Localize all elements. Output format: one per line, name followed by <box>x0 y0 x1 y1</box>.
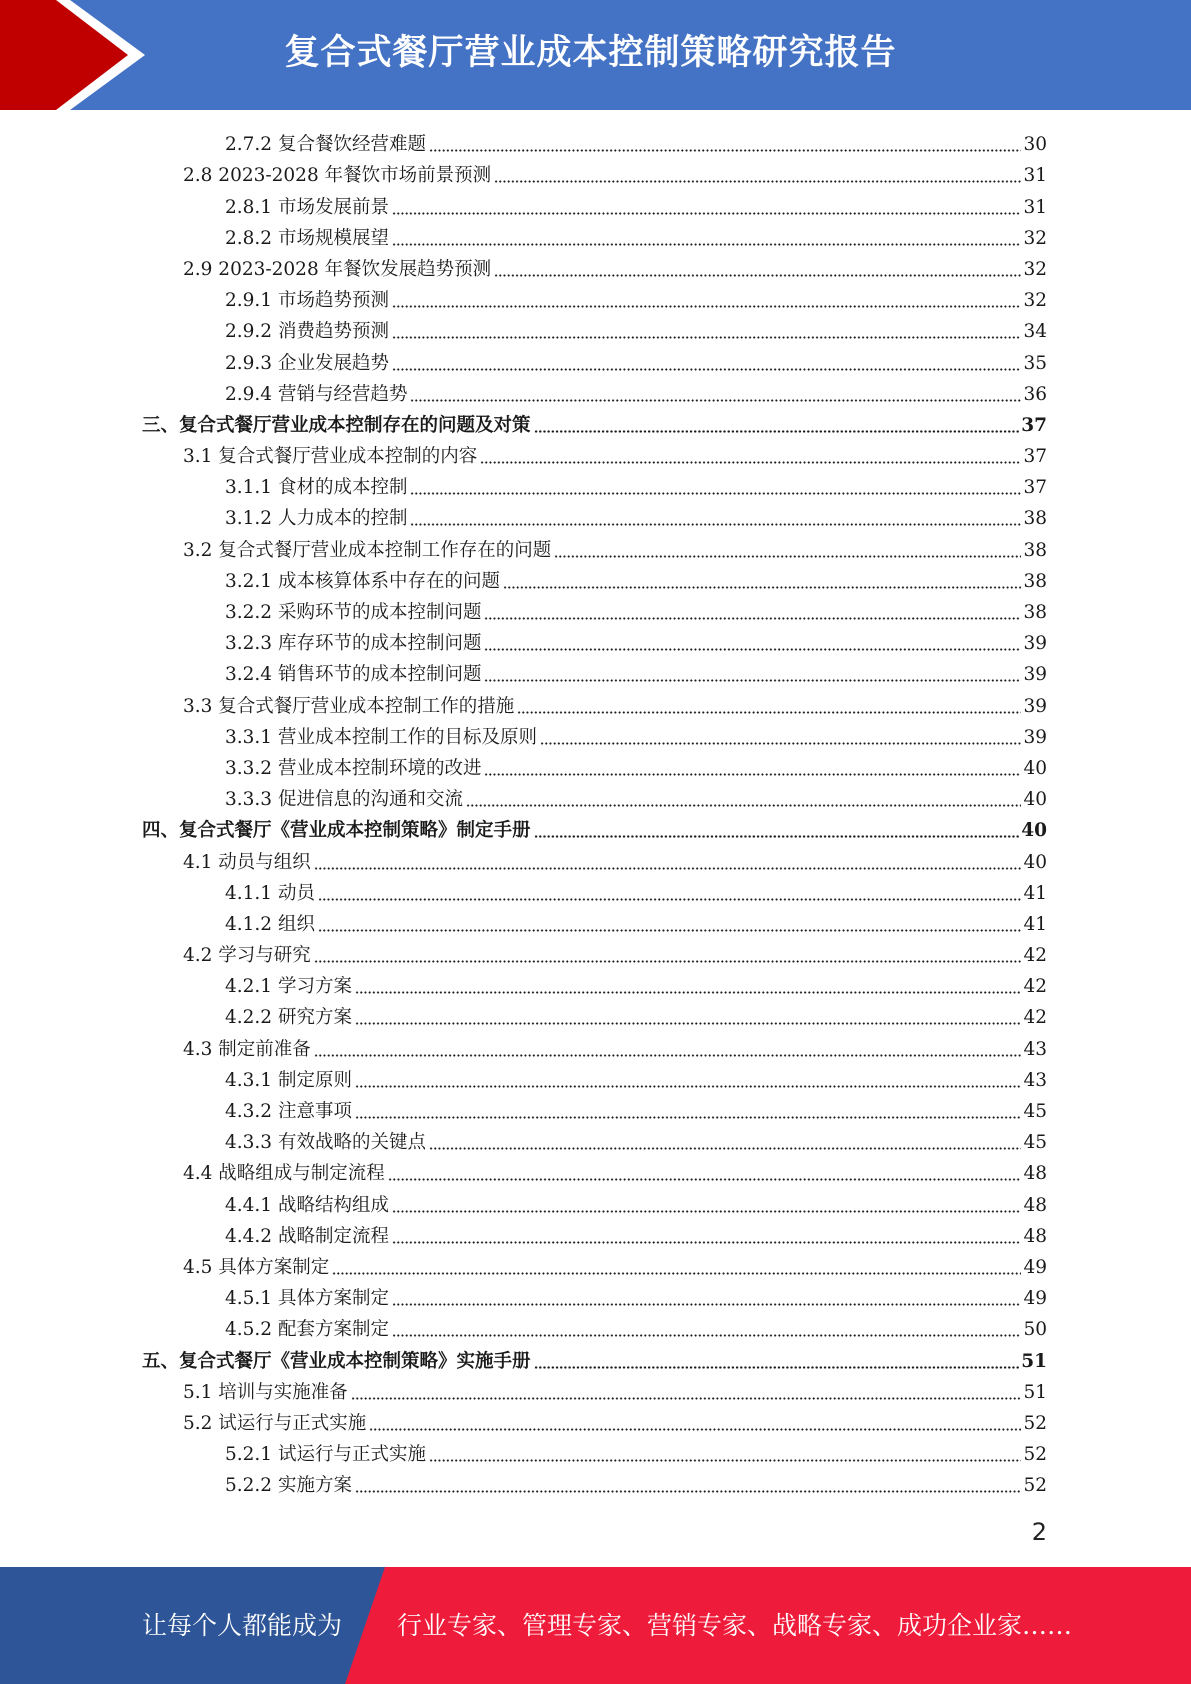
toc-entry[interactable] <box>0 471 1191 502</box>
dot-leader <box>314 960 1022 963</box>
toc-entry-page: 40 <box>1023 757 1047 779</box>
dot-leader <box>314 867 1022 870</box>
toc-entry[interactable] <box>0 845 1191 876</box>
dot-leader <box>466 804 1021 807</box>
toc-entry-page: 40 <box>1023 851 1047 873</box>
toc-entry-page: 51 <box>1021 1350 1047 1372</box>
dot-leader <box>355 1490 1022 1493</box>
toc-entry-page: 38 <box>1023 539 1047 561</box>
toc-entry-page: 39 <box>1023 633 1047 655</box>
toc-entry[interactable] <box>0 1376 1191 1407</box>
toc-entry-label: 4.3.3 有效战略的关键点 <box>225 1132 426 1154</box>
toc-entry-label: 4.5.2 配套方案制定 <box>225 1319 389 1341</box>
toc-entry-page: 37 <box>1023 477 1047 499</box>
toc-entry[interactable] <box>0 908 1191 939</box>
toc-entry-page: 38 <box>1023 508 1047 530</box>
dot-leader <box>554 555 1021 558</box>
toc-entry-label: 4.2.2 研究方案 <box>225 1007 352 1029</box>
toc-entry-label: 3.2.2 采购环节的成本控制问题 <box>225 602 482 623</box>
dot-leader <box>392 1303 1021 1306</box>
toc-entry[interactable] <box>0 565 1191 596</box>
toc-entry-label: 4.3.2 注意事项 <box>225 1101 352 1122</box>
toc-entry-label: 四、复合式餐厅《营业成本控制策略》制定手册 <box>142 820 531 842</box>
toc-entry-page: 32 <box>1023 290 1047 312</box>
dot-leader <box>410 492 1021 495</box>
toc-entry[interactable] <box>0 1064 1191 1095</box>
toc-entry[interactable] <box>0 1251 1191 1282</box>
toc-entry[interactable] <box>0 596 1191 627</box>
toc-entry-page: 32 <box>1023 227 1047 249</box>
toc-entry-label: 3.2.3 库存环节的成本控制问题 <box>225 633 482 655</box>
toc-entry-page: 49 <box>1023 1288 1047 1310</box>
toc-entry-label: 3.3.3 促进信息的沟通和交流 <box>225 789 463 811</box>
toc-entry-label: 3.3 复合式餐厅营业成本控制工作的措施 <box>183 695 515 717</box>
dot-leader <box>392 243 1021 246</box>
dot-leader <box>355 1085 1022 1088</box>
toc-entry-page: 36 <box>1023 383 1047 405</box>
toc-entry-label: 五、复合式餐厅《营业成本控制策略》实施手册 <box>142 1350 531 1372</box>
toc-entry[interactable] <box>0 284 1191 315</box>
toc-entry-label: 3.3.1 营业成本控制工作的目标及原则 <box>225 726 537 748</box>
dot-leader <box>355 991 1022 994</box>
toc-entry[interactable] <box>0 440 1191 471</box>
toc-entry-label: 2.9.4 营销与经营趋势 <box>225 383 408 405</box>
toc-entry[interactable] <box>0 1407 1191 1438</box>
toc-entry-label: 4.1.2 组织 <box>225 913 315 935</box>
toc-entry-page: 43 <box>1023 1069 1047 1091</box>
dot-leader <box>484 773 1021 776</box>
toc-entry-label: 2.9.2 消费趋势预测 <box>225 321 389 343</box>
toc-entry-page: 31 <box>1023 165 1047 187</box>
toc-entry-label: 5.1 培训与实施准备 <box>183 1381 348 1403</box>
dot-leader <box>517 711 1021 714</box>
dot-leader <box>332 1272 1021 1275</box>
toc-entry-page: 42 <box>1023 976 1047 998</box>
dot-leader <box>388 1178 1022 1181</box>
toc-entry-label: 3.1.2 人力成本的控制 <box>225 508 408 530</box>
toc-entry-label: 2.8.2 市场规模展望 <box>225 227 389 249</box>
toc-entry[interactable] <box>0 1469 1191 1500</box>
toc-entry-page: 48 <box>1023 1194 1047 1216</box>
toc-entry[interactable] <box>0 814 1191 845</box>
dot-leader <box>429 1147 1021 1150</box>
toc-entry[interactable] <box>0 159 1191 190</box>
toc-entry-label: 5.2.1 试运行与正式实施 <box>225 1444 426 1466</box>
toc-entry[interactable] <box>0 1126 1191 1157</box>
toc-entry-label: 三、复合式餐厅营业成本控制存在的问题及对策 <box>142 414 531 436</box>
toc-entry-page: 48 <box>1023 1225 1047 1247</box>
toc-entry-label: 2.7.2 复合餐饮经营难题 <box>225 134 426 156</box>
toc-entry[interactable] <box>0 190 1191 221</box>
toc-entry[interactable] <box>0 1220 1191 1251</box>
dot-leader <box>494 180 1021 183</box>
toc-entry[interactable] <box>0 1188 1191 1219</box>
toc-entry-page: 39 <box>1023 726 1047 748</box>
toc-entry-label: 4.3.1 制定原则 <box>225 1069 352 1091</box>
toc-entry[interactable] <box>0 409 1191 440</box>
toc-entry[interactable] <box>0 970 1191 1001</box>
toc-entry[interactable] <box>0 315 1191 346</box>
toc-entry-page: 30 <box>1023 134 1047 156</box>
toc-entry-page: 42 <box>1023 945 1047 967</box>
dot-leader <box>318 898 1022 901</box>
dot-leader <box>534 835 1020 838</box>
toc-entry-page: 52 <box>1023 1444 1047 1466</box>
toc-entry-page: 40 <box>1021 820 1047 842</box>
toc-entry-label: 4.3 制定前准备 <box>183 1038 311 1060</box>
dot-leader <box>318 929 1022 932</box>
toc-entry-label: 2.9 2023-2028 年餐饮发展趋势预测 <box>183 258 492 280</box>
dot-leader <box>410 399 1021 402</box>
toc-entry-page: 34 <box>1023 321 1047 343</box>
dot-leader <box>351 1397 1022 1400</box>
toc-entry-label: 4.2 学习与研究 <box>183 945 311 967</box>
dot-leader <box>392 305 1021 308</box>
toc-entry-page: 41 <box>1023 882 1047 904</box>
dot-leader <box>484 679 1021 682</box>
toc-entry-page: 51 <box>1023 1381 1047 1403</box>
toc-entry[interactable] <box>0 378 1191 409</box>
toc-entry-page: 50 <box>1023 1319 1047 1341</box>
toc-entry[interactable] <box>0 1032 1191 1063</box>
dot-leader <box>503 586 1021 589</box>
dot-leader <box>494 274 1021 277</box>
toc-entry-page: 48 <box>1023 1163 1047 1185</box>
chevron-red-fill <box>0 0 128 110</box>
report-title: 复合式餐厅营业成本控制策略研究报告 <box>284 33 897 73</box>
toc-entry-label: 2.8.1 市场发展前景 <box>225 196 389 218</box>
toc-entry-label: 4.2.1 学习方案 <box>225 976 352 998</box>
toc-entry-page: 45 <box>1023 1132 1047 1154</box>
toc-entry-page: 41 <box>1023 913 1047 935</box>
dot-leader <box>392 1334 1021 1337</box>
toc-entry-label: 3.1.1 食材的成本控制 <box>225 477 408 499</box>
toc-entry-page: 39 <box>1023 664 1047 686</box>
toc-entry[interactable] <box>0 658 1191 689</box>
toc-entry[interactable] <box>0 752 1191 783</box>
toc-entry[interactable] <box>0 689 1191 720</box>
toc-entry-label: 4.1 动员与组织 <box>183 851 311 873</box>
toc-entry[interactable] <box>0 222 1191 253</box>
toc-entry-label: 4.1.1 动员 <box>225 882 315 904</box>
dot-leader <box>534 1366 1020 1369</box>
toc-entry[interactable] <box>0 1157 1191 1188</box>
toc-entry-page: 45 <box>1023 1101 1047 1122</box>
footer-slogan-right: 行业专家、管理专家、营销专家、战略专家、成功企业家…… <box>397 1611 1073 1640</box>
toc-entry[interactable] <box>0 1282 1191 1313</box>
toc-entry[interactable] <box>0 1438 1191 1469</box>
toc-entry[interactable] <box>0 1313 1191 1344</box>
dot-leader <box>369 1428 1021 1431</box>
dot-leader <box>392 1241 1021 1244</box>
toc-entry-page: 49 <box>1023 1256 1047 1278</box>
dot-leader <box>534 430 1020 433</box>
dot-leader <box>392 368 1021 371</box>
toc-entry-label: 2.9.1 市场趋势预测 <box>225 290 389 312</box>
dot-leader <box>355 1116 1022 1119</box>
dot-leader <box>484 648 1021 651</box>
toc-entry-label: 4.5.1 具体方案制定 <box>225 1288 389 1310</box>
dot-leader <box>429 149 1021 152</box>
dot-leader <box>392 1210 1021 1213</box>
toc-entry[interactable] <box>0 939 1191 970</box>
dot-leader <box>392 336 1021 339</box>
toc-entry-page: 42 <box>1023 1007 1047 1029</box>
toc-entry-label: 4.4.2 战略制定流程 <box>225 1225 389 1247</box>
toc-entry-page: 37 <box>1023 446 1047 468</box>
toc-entry-label: 4.4.1 战略结构组成 <box>225 1194 389 1216</box>
toc-entry[interactable] <box>0 346 1191 377</box>
toc-entry-label: 2.8 2023-2028 年餐饮市场前景预测 <box>183 165 492 187</box>
toc-entry[interactable] <box>0 877 1191 908</box>
toc-entry[interactable] <box>0 253 1191 284</box>
toc-entry-label: 3.2.1 成本核算体系中存在的问题 <box>225 570 500 592</box>
dot-leader <box>429 1459 1021 1462</box>
toc-entry-page: 38 <box>1023 570 1047 592</box>
dot-leader <box>410 523 1021 526</box>
toc-entry-page: 52 <box>1023 1412 1047 1434</box>
toc-entry-page: 43 <box>1023 1038 1047 1060</box>
toc-entry-page: 32 <box>1023 258 1047 280</box>
toc-entry[interactable] <box>0 1001 1191 1032</box>
page-number: 2 <box>1031 1518 1047 1546</box>
toc-entry[interactable] <box>0 1095 1191 1126</box>
table-of-contents <box>0 128 1191 1500</box>
toc-entry[interactable] <box>0 783 1191 814</box>
toc-entry[interactable] <box>0 128 1191 159</box>
toc-entry-page: 52 <box>1023 1475 1047 1497</box>
toc-entry[interactable] <box>0 533 1191 564</box>
dot-leader <box>484 617 1021 620</box>
toc-entry-label: 3.2 复合式餐厅营业成本控制工作存在的问题 <box>183 539 552 561</box>
toc-entry-page: 31 <box>1023 196 1047 218</box>
toc-entry[interactable] <box>0 1344 1191 1375</box>
toc-entry-page: 39 <box>1023 695 1047 717</box>
chevron-arrow-icon <box>0 0 160 110</box>
dot-leader <box>314 1054 1022 1057</box>
toc-entry-label: 4.5 具体方案制定 <box>183 1256 330 1278</box>
footer-slogan-left: 让每个人都能成为 <box>142 1611 343 1640</box>
dot-leader <box>480 461 1021 464</box>
toc-entry-label: 3.3.2 营业成本控制环境的改进 <box>225 757 482 779</box>
toc-entry-label: 5.2 试运行与正式实施 <box>183 1412 367 1434</box>
dot-leader <box>540 742 1021 745</box>
toc-entry-label: 2.9.3 企业发展趋势 <box>225 352 389 374</box>
toc-entry-label: 3.1 复合式餐厅营业成本控制的内容 <box>183 446 478 468</box>
toc-entry-label: 4.4 战略组成与制定流程 <box>183 1163 385 1185</box>
toc-entry-page: 35 <box>1023 352 1047 374</box>
dot-leader <box>392 212 1021 215</box>
toc-entry[interactable] <box>0 721 1191 752</box>
toc-entry[interactable] <box>0 627 1191 658</box>
dot-leader <box>355 1022 1022 1025</box>
toc-entry-page: 37 <box>1021 414 1047 436</box>
toc-entry-page: 40 <box>1023 789 1047 811</box>
page-header <box>0 0 1191 110</box>
toc-entry[interactable] <box>0 502 1191 533</box>
toc-entry-page: 38 <box>1023 602 1047 623</box>
toc-entry-label: 3.2.4 销售环节的成本控制问题 <box>225 664 482 686</box>
page-footer <box>0 1567 1191 1684</box>
toc-entry-label: 5.2.2 实施方案 <box>225 1475 352 1497</box>
